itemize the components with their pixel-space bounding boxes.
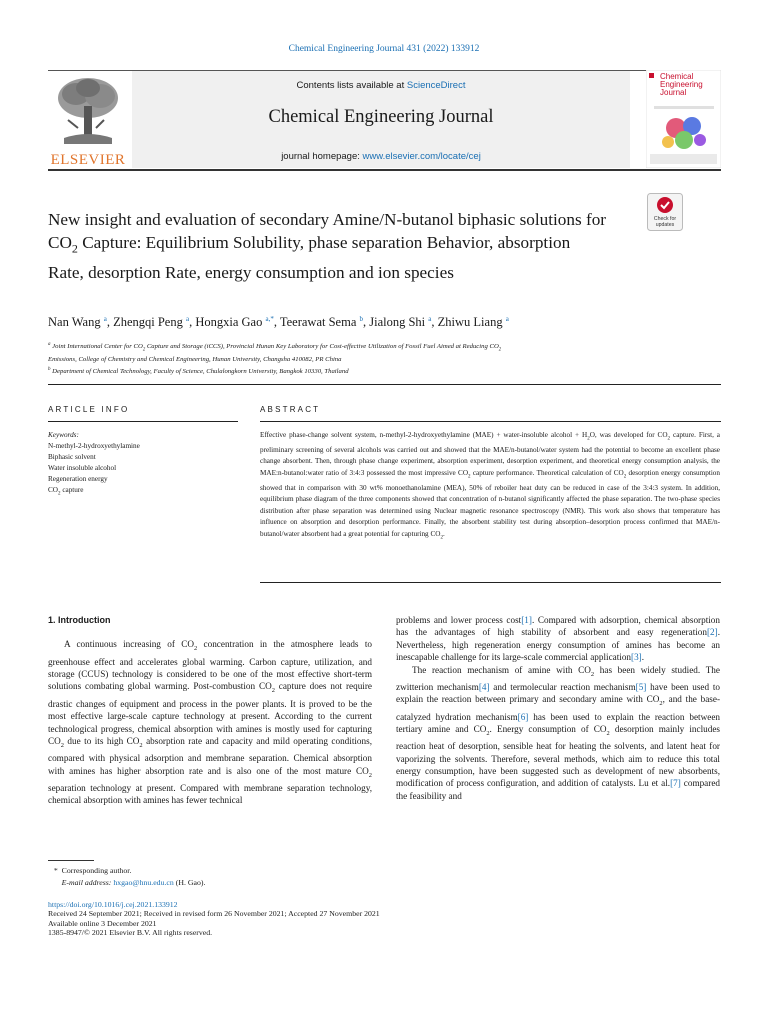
homepage-link[interactable]: www.elsevier.com/locate/cej — [362, 151, 481, 162]
elsevier-logo — [48, 76, 128, 168]
keywords-title: Keywords: — [48, 431, 79, 439]
footnotes — [48, 865, 205, 889]
citation-link[interactable]: Chemical Engineering Journal 431 (2022) 133912 — [288, 44, 480, 54]
received-dates: Received 24 September 2021; Received in revised form 26 November 2021; Accepted 27 November 2021 — [48, 909, 380, 919]
author[interactable]: Zhengqi Peng $^a$ — [113, 315, 190, 330]
affiliations — [48, 340, 688, 377]
paragraph: The reaction mechanism of amine with $CO_2$ has been widely studied. The zwitterion mechanism[4] and termolecular reaction mechanism[5] have been used to explain the reaction between primary and secondary amine with $CO_2$, and the base-catalyzed hydration mechanism[6] has been used to explain the reaction between tertiary amine and $CO_2$. Energy consumption of $CO_2$ desorption mainly includes reaction heat of desorption, sensible heat for heating the solvents, and latent heat for vaporizing the solvents. Therefore, several methods, which aim to reduce this total energy consumption, have been suggested such as development of new absorbents, modification of process configuration, and addition of catalysts. Lu et al.[7] compared the feasibility and — [396, 664, 720, 801]
journal-banner — [132, 71, 630, 168]
article-info-heading: ARTICLE INFO — [48, 405, 130, 414]
article-title: New insight and evaluation of secondary Amine/N-butanol biphasic solutions for $CO_2$ Capture: Equilibrium Solubility, phase separation Behavior, absorption Rate, desorption Rate, energy consumption and ion species — [48, 210, 607, 282]
author[interactable]: Hongxia Gao $^{a,*}$ — [195, 315, 274, 330]
journal-cover-image — [646, 70, 721, 168]
keyword: Water insoluble alcohol — [48, 463, 117, 472]
abstract-rule — [260, 421, 721, 422]
abstract-bottom-rule — [260, 582, 721, 583]
copyright: 1385-8947/© 2021 Elsevier B.V. All rights reserved. — [48, 928, 213, 938]
affiliation-b: $^b$ Department of Chemical Technology, Faculty of Science, Chulalongkorn University, Bangkok 10330, Thailand — [48, 367, 349, 376]
available-online: Available online 3 December 2021 — [48, 918, 157, 928]
paragraph: problems and lower process cost[1]. Compared with adsorption, chemical absorption has the advantages of high stability of absorbent and easy regeneration[2]. Nevertheless, high regeneration energy consumption of amines has become an inescapable challenge for its large-scale commercial application[3]. — [396, 615, 720, 663]
reference-link[interactable]: [5] — [635, 681, 647, 692]
reference-link[interactable]: [3] — [631, 652, 642, 663]
abstract-heading: ABSTRACT — [260, 405, 321, 414]
reference-link[interactable]: [7] — [670, 778, 681, 789]
author[interactable]: Zhiwu Liang $^a$ — [437, 315, 509, 330]
keyword: Regeneration energy — [48, 474, 108, 483]
homepage-prefix: journal homepage: — [281, 151, 363, 162]
abstract-body: Effective phase-change solvent system, n-methyl-2-hydroxyethylamine (MAE) + water-insoluble alcohol + $H_2O$, was developed for $CO_2$ capture. First, a preliminary screening of several alcohols was carried out and showed that the MAE/n-butanol/water system had the potential to become an excellent phase change absorbent. Then, through phase change experiment, absorption experiment, desorption experiment, and theoretical energy consumption analysis, the MAE:n-butanol:water ratio of 3:4:3 possessed the most impressive $CO_2$ capture performance. Theoretical calculation of $CO_2$ desorption energy consumption showed that in comparison with 30 wt% monoethanolamine (MEA), 50% of reboiler heat duty can be reduced in case of the 3:4:3 system. In addition, equilibrium phase diagram of the three components showed that concentration of n-butanol significantly affected the phase separation. The two-phase species distribution after phase separation was determined using Nuclear magnetic resonance spectroscopy (NMR). This work also shows that temperature has influence on absorption and desorption performance. Finally, the absorbent stability test during absorption–desorption process confirmed that MAE/n-butanol/water absorbent had a great potential for capturing $CO_2$. — [260, 431, 720, 541]
reference-link[interactable]: [1] — [521, 615, 532, 625]
check-for-updates-badge[interactable] — [647, 193, 683, 231]
paragraph: A continuous increasing of $CO_2$ concentration in the atmosphere leads to greenhouse effect and accelerates global warming. Carbon capture, utilization, and storage (CCUS) technology is considered to be one of the most effective short-term solutions combating global warming. Post-combustion $CO_2$ capture does not require drastic changes of equipment and process in the power plants. It is proved to be the most effective large-scale capture technology at present. According to the current technological progress, chemical absorption with amines is mostly used for capturing $CO_2$ due to its high $CO_2$ absorption rate and capacity and mild operating conditions, compared with physical adsorption and membrane separation. Chemical absorption with amines has higher absorption rate and is also one of the most mature $CO_2$ separation technology at present. Compared with membrane separation technology, chemical absorption with amines has fewer technical — [48, 639, 372, 806]
elsevier-tree-icon — [54, 76, 122, 146]
reference-link[interactable]: [6] — [517, 711, 529, 722]
badge-line2: updates — [655, 222, 675, 228]
author[interactable]: Teerawat Sema $^b$ — [279, 315, 363, 330]
author[interactable]: Jialong Shi $^a$ — [369, 315, 432, 330]
keyword: Biphasic solvent — [48, 452, 96, 461]
keyword: $CO_2$ capture — [48, 485, 84, 496]
homepage-line — [132, 151, 630, 162]
footnote-rule — [48, 860, 94, 861]
affiliation-a: $^a$ Joint International Center for $CO_2$ Capture and Storage (iCCS), Provincial Hunan Key Laboratory for Cost-effective Utilization of Fossil Fuel Aimed at Reducing $CO_2$ — [48, 342, 502, 353]
body-column-left — [48, 614, 372, 807]
keyword: N-methyl-2-hydroxyethylamine — [48, 441, 140, 450]
sciencedirect-link[interactable]: ScienceDirect — [406, 80, 466, 91]
journal-masthead — [48, 70, 721, 170]
journal-name: Chemical Engineering Journal — [268, 107, 494, 127]
section-heading-introduction: 1. Introduction — [48, 615, 111, 625]
keywords-list — [48, 430, 238, 500]
author-list: Nan Wang $^a$, Zhengqi Peng $^a$, Hongxia Gao $^{a,*}$, Teerawat Sema $^b$, Jialong Shi $^a$, Zhiwu Liang $^a$ — [48, 315, 509, 330]
cover-title-2: Engineering — [660, 80, 703, 89]
publication-info — [48, 900, 380, 938]
email-note: E-mail address: hxgao@hnu.edu.cn (H. Gao). — [61, 878, 206, 888]
reference-link[interactable]: [4] — [478, 681, 490, 692]
publisher-wordmark: ELSEVIER — [50, 152, 126, 168]
reference-link[interactable]: [2] — [706, 627, 718, 638]
header-divider — [48, 384, 721, 385]
journal-citation[interactable] — [0, 44, 768, 54]
contents-prefix: Contents lists available at — [296, 80, 407, 91]
cover-title-3: Journal — [660, 88, 687, 97]
doi-link[interactable]: https://doi.org/10.1016/j.cej.2021.133912 — [48, 900, 178, 909]
cover-title-1: Chemical — [660, 72, 694, 81]
article-info-rule — [48, 421, 238, 422]
masthead-bottom-rule — [48, 169, 721, 171]
affiliation-a-cont: Emissions, College of Chemistry and Chemical Engineering, Hunan University, Changsha 410082, PR China — [48, 356, 342, 364]
check-updates-icon — [647, 193, 683, 231]
author[interactable]: Nan Wang $^a$ — [48, 315, 107, 330]
contents-line — [132, 80, 630, 91]
badge-line1: Check for — [653, 216, 677, 222]
body-column-right — [396, 614, 720, 802]
corresponding-author-note: * Corresponding author. — [53, 866, 132, 875]
email-link[interactable]: hxgao@hnu.edu.cn — [113, 878, 174, 888]
